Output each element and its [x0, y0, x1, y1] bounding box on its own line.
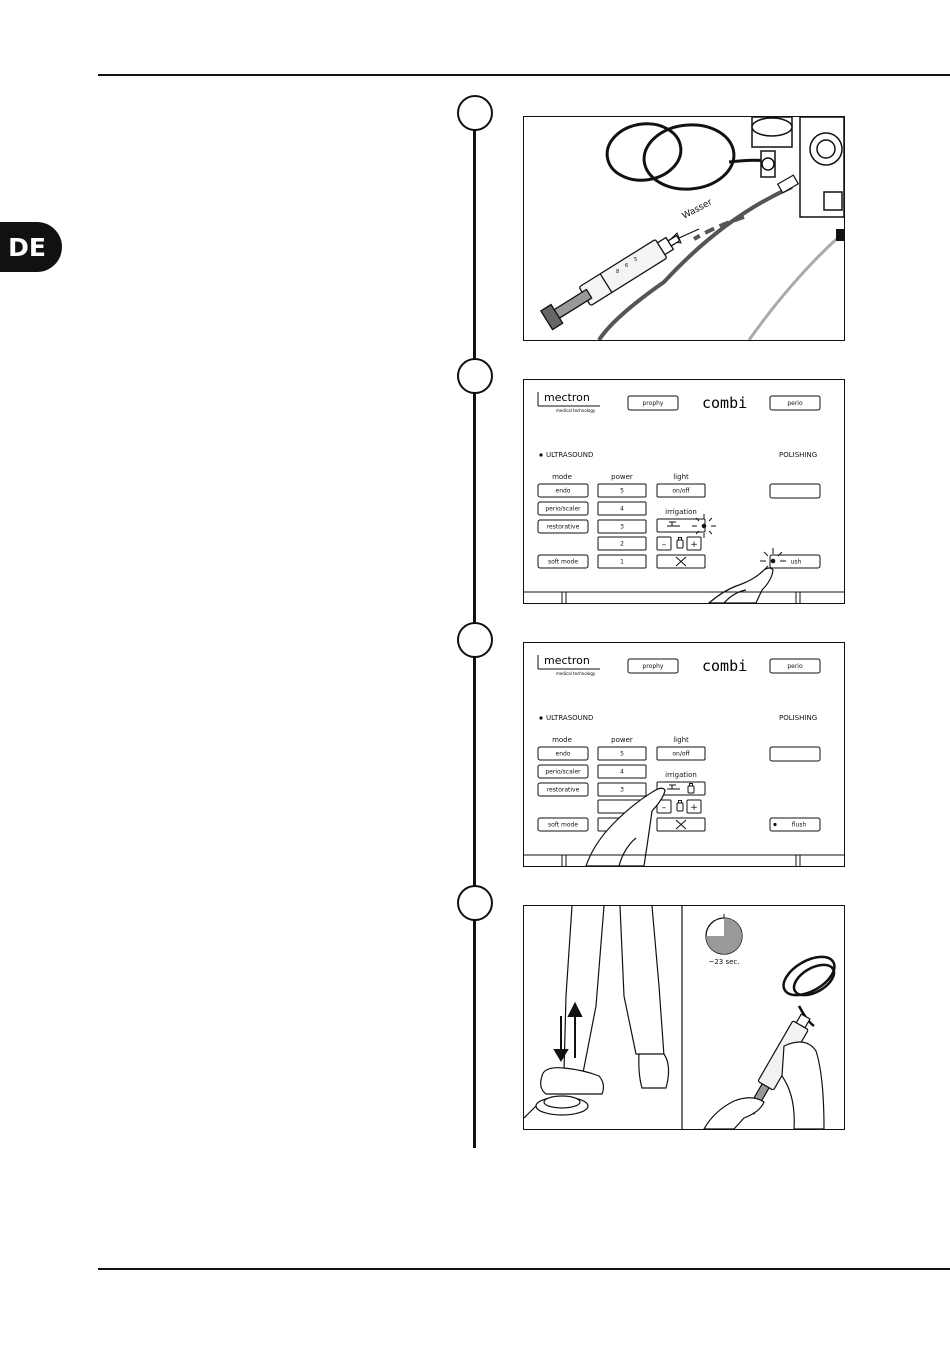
svg-text:ush: ush: [790, 558, 802, 566]
air-hose: [749, 234, 842, 340]
brand-logo: mectron: [544, 391, 590, 404]
soft-mode-button[interactable]: [538, 818, 588, 831]
syringe: [541, 229, 684, 330]
brand-subtitle: medical technology: [556, 408, 596, 413]
svg-text:4: 4: [620, 768, 624, 776]
foot-pedal: [524, 1096, 588, 1118]
svg-text:on/off: on/off: [672, 750, 690, 758]
svg-text:restorative: restorative: [546, 786, 580, 794]
svg-text:prophy: prophy: [642, 663, 664, 670]
power-header: power: [611, 736, 633, 744]
svg-text:+: +: [690, 540, 698, 550]
svg-text:flush: flush: [791, 821, 807, 829]
brand-subtitle: medical technology: [556, 671, 596, 676]
irrigation-plus-button[interactable]: [687, 800, 701, 813]
svg-text:5: 5: [620, 487, 624, 495]
step-marker-2: [457, 358, 493, 394]
svg-text:restorative: restorative: [546, 523, 580, 531]
svg-text:3: 3: [620, 523, 624, 531]
svg-text:perio/scaler: perio/scaler: [545, 505, 581, 513]
step2-control-panel: [523, 379, 845, 604]
mode-restorative-button[interactable]: [538, 783, 588, 796]
svg-text:1: 1: [620, 558, 624, 566]
coiled-tube: [777, 949, 840, 1026]
light-header: light: [673, 736, 689, 744]
coiled-tube: [603, 119, 766, 193]
mode-perio-scaler-button[interactable]: [538, 765, 588, 778]
svg-text:soft mode: soft mode: [547, 821, 579, 829]
soft-mode-button[interactable]: [538, 555, 588, 568]
irrigation-minus-button[interactable]: [657, 537, 671, 550]
irrigation-header: irrigation: [665, 771, 697, 779]
power-5-button[interactable]: [598, 747, 646, 760]
step3-control-panel: [523, 642, 845, 867]
power-4-button[interactable]: [598, 502, 646, 515]
svg-text:4: 4: [620, 505, 624, 513]
power-2-button[interactable]: [598, 537, 646, 550]
svg-text:endo: endo: [555, 487, 571, 495]
irrigation-plus-button[interactable]: [687, 537, 701, 550]
mode-endo-button[interactable]: [538, 747, 588, 760]
svg-text:perio/scaler: perio/scaler: [545, 768, 581, 776]
mode-endo-button[interactable]: [538, 484, 588, 497]
step-marker-1: [457, 95, 493, 131]
prophy-button[interactable]: [628, 659, 678, 673]
water-label: Wasser: [680, 197, 715, 222]
step-marker-4: [457, 885, 493, 921]
svg-text:perio: perio: [787, 663, 803, 670]
top-rule: [98, 74, 950, 76]
flush-button[interactable]: [770, 555, 820, 568]
step-marker-3: [457, 622, 493, 658]
timer-icon: [706, 914, 742, 954]
svg-text:prophy: prophy: [642, 400, 664, 407]
bottle-icon: [677, 538, 683, 549]
step1-illustration: [523, 116, 845, 341]
svg-text:3: 3: [620, 786, 624, 794]
irrigation-header: irrigation: [665, 508, 697, 516]
svg-text:endo: endo: [555, 750, 571, 758]
svg-text:5: 5: [620, 750, 624, 758]
polishing-label: POLISHING: [779, 451, 818, 459]
svg-text:+: +: [690, 803, 698, 813]
mode-restorative-button[interactable]: [538, 520, 588, 533]
light-header: light: [673, 473, 689, 481]
power-3-button[interactable]: [598, 520, 646, 533]
svg-text:soft mode: soft mode: [547, 558, 579, 566]
panel-title: combi: [702, 394, 748, 412]
step4-illustration: [523, 905, 845, 1130]
panel-title: combi: [702, 657, 748, 675]
ultrasound-label: ULTRASOUND: [546, 451, 594, 459]
flush-button[interactable]: [770, 818, 820, 831]
timer-label: ~23 sec.: [708, 958, 740, 966]
language-tab: DE: [0, 222, 62, 272]
syringe-mark-5: 5: [634, 257, 638, 263]
brand-logo: mectron: [544, 654, 590, 667]
mode-header: mode: [552, 736, 572, 744]
svg-text:–: –: [661, 803, 667, 813]
irrigation-off-button[interactable]: [657, 555, 705, 568]
mode-header: mode: [552, 473, 572, 481]
syringe-mark-6: 6: [625, 263, 629, 269]
svg-text:perio: perio: [787, 400, 803, 407]
perio-button[interactable]: [770, 659, 820, 673]
polishing-button[interactable]: [770, 747, 820, 761]
power-4-button[interactable]: [598, 765, 646, 778]
polishing-button[interactable]: [770, 484, 820, 498]
operator-legs: [541, 906, 669, 1094]
perio-button[interactable]: [770, 396, 820, 410]
syringe-mark-8: 8: [616, 269, 620, 275]
irrigation-off-button[interactable]: [657, 818, 705, 831]
hose-connector: [778, 175, 799, 193]
irrigation-source-button[interactable]: [657, 519, 705, 532]
power-5-button[interactable]: [598, 484, 646, 497]
ultrasound-label: ULTRASOUND: [546, 714, 594, 722]
blink-indicator-irrigation: [692, 514, 716, 538]
svg-text:–: –: [661, 540, 667, 550]
svg-text:2: 2: [620, 540, 624, 548]
mode-perio-scaler-button[interactable]: [538, 502, 588, 515]
power-1-button[interactable]: [598, 555, 646, 568]
svg-text:on/off: on/off: [672, 487, 690, 495]
prophy-button[interactable]: [628, 396, 678, 410]
polishing-label: POLISHING: [779, 714, 818, 722]
bottom-rule: [98, 1268, 950, 1270]
light-toggle-button[interactable]: [657, 747, 705, 760]
pointing-hand: [709, 568, 773, 603]
light-toggle-button[interactable]: [657, 484, 705, 497]
power-header: power: [611, 473, 633, 481]
power-3-button[interactable]: [598, 783, 646, 796]
bottle-icon: [677, 801, 683, 812]
